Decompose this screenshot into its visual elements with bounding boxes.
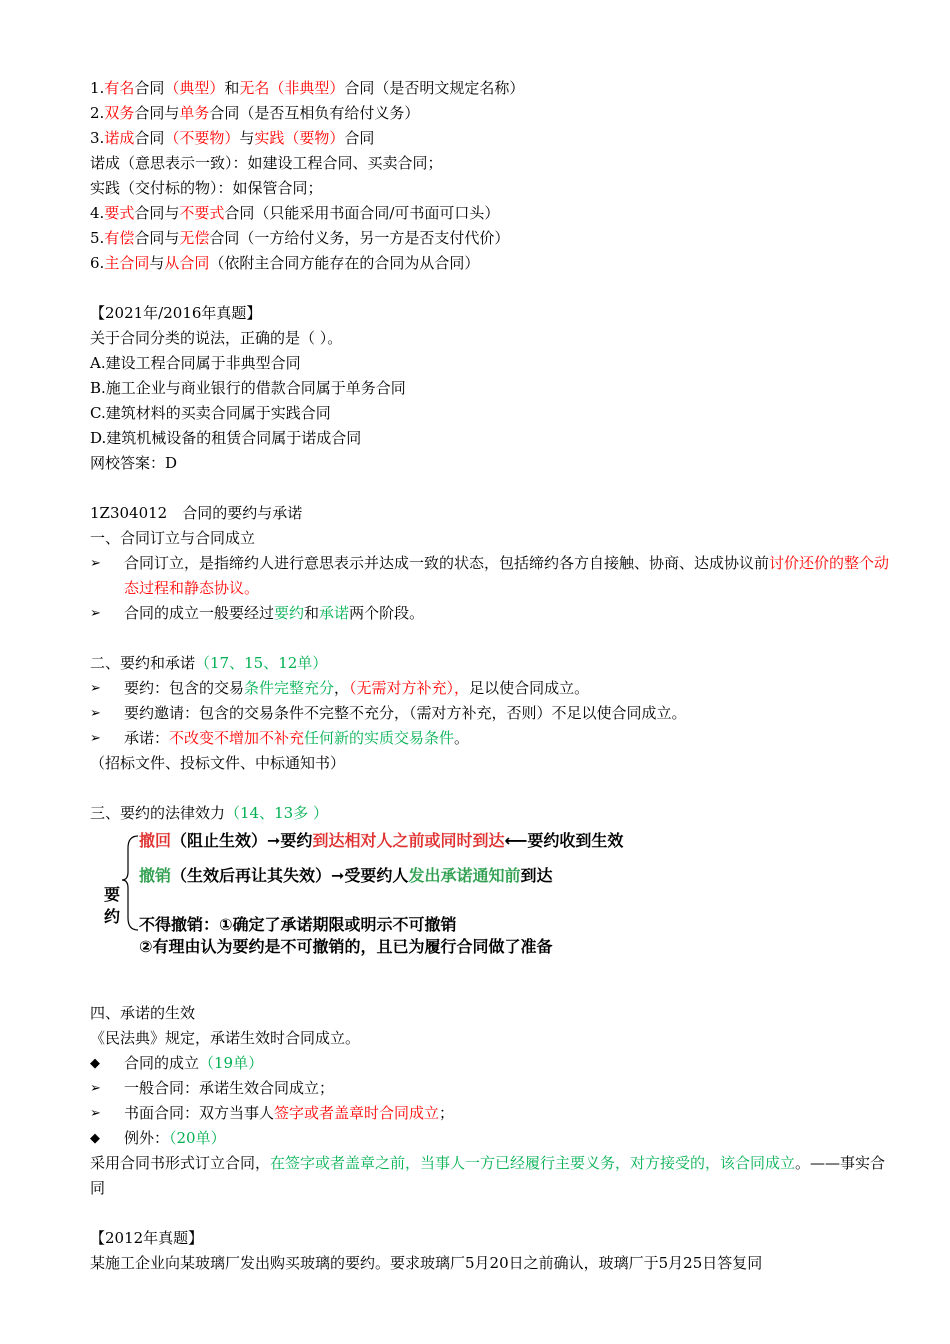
diamond-item: ◆ 合同的成立（19单） bbox=[90, 1051, 890, 1076]
option-b: B.施工企业与商业银行的借款合同属于单务合同 bbox=[90, 379, 406, 397]
spacer bbox=[90, 276, 890, 301]
arrow-bullet-icon: ➢ bbox=[90, 606, 101, 621]
spacer bbox=[90, 476, 890, 501]
diagram-row-withdraw: 撤回（阻止生效）➞要约到达相对人之前或同时到达⟵要约收到生效 bbox=[139, 831, 624, 850]
diagram-row-irrevocable-2: ②有理由认为要约是不可撤销的，且已为履行合同做了准备 bbox=[139, 937, 553, 956]
option-d: D.建筑机械设备的租赁合同属于诺成合同 bbox=[90, 429, 362, 447]
arrow-bullet-icon: ➢ bbox=[90, 556, 101, 571]
classification-line-4: 诺成（意思表示一致）：如建设工程合同、买卖合同； bbox=[90, 154, 443, 172]
exam-question-stem: 关于合同分类的说法，正确的是（ ）。 bbox=[90, 329, 343, 347]
diagram-row-revoke: 撤销（生效后再让其失效）➞受要约人发出承诺通知前到达 bbox=[139, 866, 553, 885]
heading-3: 三、要约的法律效力（14、13多 ） bbox=[90, 804, 328, 822]
classification-line-6: 4.要式合同与不要式合同（只能采用书面合同/可书面可口头） bbox=[90, 204, 500, 222]
answer: 网校答案：D bbox=[90, 454, 178, 472]
diagram-row-irrevocable-1: 不得撤销：①确定了承诺期限或明示不可撤销 bbox=[139, 915, 457, 934]
arrow-bullet-icon: ➢ bbox=[90, 1106, 101, 1121]
bullet-item: ➢ 要约：包含的交易条件完整充分，（无需对方补充），足以使合同成立。 bbox=[90, 676, 890, 701]
heading-4: 四、承诺的生效 bbox=[90, 1004, 196, 1022]
bullet-item: ➢ 承诺：不改变不增加不补充任何新的实质交易条件。 bbox=[90, 726, 890, 751]
bullet-item: ➢ 书面合同：双方当事人签字或者盖章时合同成立； bbox=[90, 1101, 890, 1126]
offer-effect-diagram bbox=[90, 826, 890, 1001]
classification-line-8: 6.主合同与从合同（依附主合同方能存在的合同为从合同） bbox=[90, 254, 480, 272]
classification-line-1: 1.有名合同（典型）和无名（非典型）合同（是否明文规定名称） bbox=[90, 79, 525, 97]
diamond-bullet-icon: ◆ bbox=[90, 1131, 100, 1146]
classification-line-5: 实践（交付标的物）：如保管合同； bbox=[90, 179, 323, 197]
bullet-item: ➢ 一般合同：承诺生效合同成立； bbox=[90, 1076, 890, 1101]
spacer bbox=[90, 776, 890, 801]
arrow-bullet-icon: ➢ bbox=[90, 681, 101, 696]
arrow-bullet-icon: ➢ bbox=[90, 1081, 101, 1096]
diamond-bullet-icon: ◆ bbox=[90, 1056, 100, 1071]
bullet-item: ➢ 要约邀请：包含的交易条件不完整不充分，（需对方补充，否则）不足以使合同成立。 bbox=[90, 701, 890, 726]
classification-line-3: 3.诺成合同（不要物）与实践（要物）合同 bbox=[90, 129, 375, 147]
paragraph: 采用合同书形式订立合同，在签字或者盖章之前，当事人一方已经履行主要义务，对方接受的，该合同成立。——事实合同 bbox=[90, 1154, 886, 1197]
section-code-title: 1Z304012 合同的要约与承诺 bbox=[90, 504, 303, 522]
spacer bbox=[90, 626, 890, 651]
diamond-item: ◆ 例外：（20单） bbox=[90, 1126, 890, 1151]
exam-question-tag: 【2021年/2016年真题】 bbox=[90, 304, 262, 322]
diagram-label: 要 约 bbox=[103, 885, 120, 926]
option-c: C.建筑材料的买卖合同属于实践合同 bbox=[90, 404, 331, 422]
note-line: （招标文件、投标文件、中标通知书） bbox=[90, 754, 346, 772]
classification-line-2: 2.双务合同与单务合同（是否互相负有给付义务） bbox=[90, 104, 420, 122]
heading-1: 一、合同订立与合同成立 bbox=[90, 529, 256, 547]
bracket-icon bbox=[120, 826, 140, 936]
exam-question-tag: 【2012年真题】 bbox=[90, 1229, 204, 1247]
heading-2: 二、要约和承诺（17、15、12单） bbox=[90, 654, 328, 672]
option-a: A.建设工程合同属于非典型合同 bbox=[90, 354, 301, 372]
bullet-item: ➢ 合同的成立一般要经过要约和承诺两个阶段。 bbox=[90, 601, 890, 626]
paragraph: 《民法典》规定，承诺生效时合同成立。 bbox=[90, 1029, 361, 1047]
spacer bbox=[90, 1201, 890, 1226]
arrow-bullet-icon: ➢ bbox=[90, 731, 101, 746]
bullet-item: ➢ 合同订立，是指缔约人进行意思表示并达成一致的状态，包括缔约各方自接触、协商、达成协议前讨价还价的整个动态过程和静态协议。 bbox=[90, 551, 890, 601]
document-page bbox=[90, 76, 890, 1276]
arrow-bullet-icon: ➢ bbox=[90, 706, 101, 721]
classification-line-7: 5.有偿合同与无偿合同（一方给付义务，另一方是否支付代价） bbox=[90, 229, 510, 247]
exam-question-stem: 某施工企业向某玻璃厂发出购买玻璃的要约。要求玻璃厂5月20日之前确认，玻璃厂于5月25日答复同 bbox=[90, 1254, 763, 1272]
